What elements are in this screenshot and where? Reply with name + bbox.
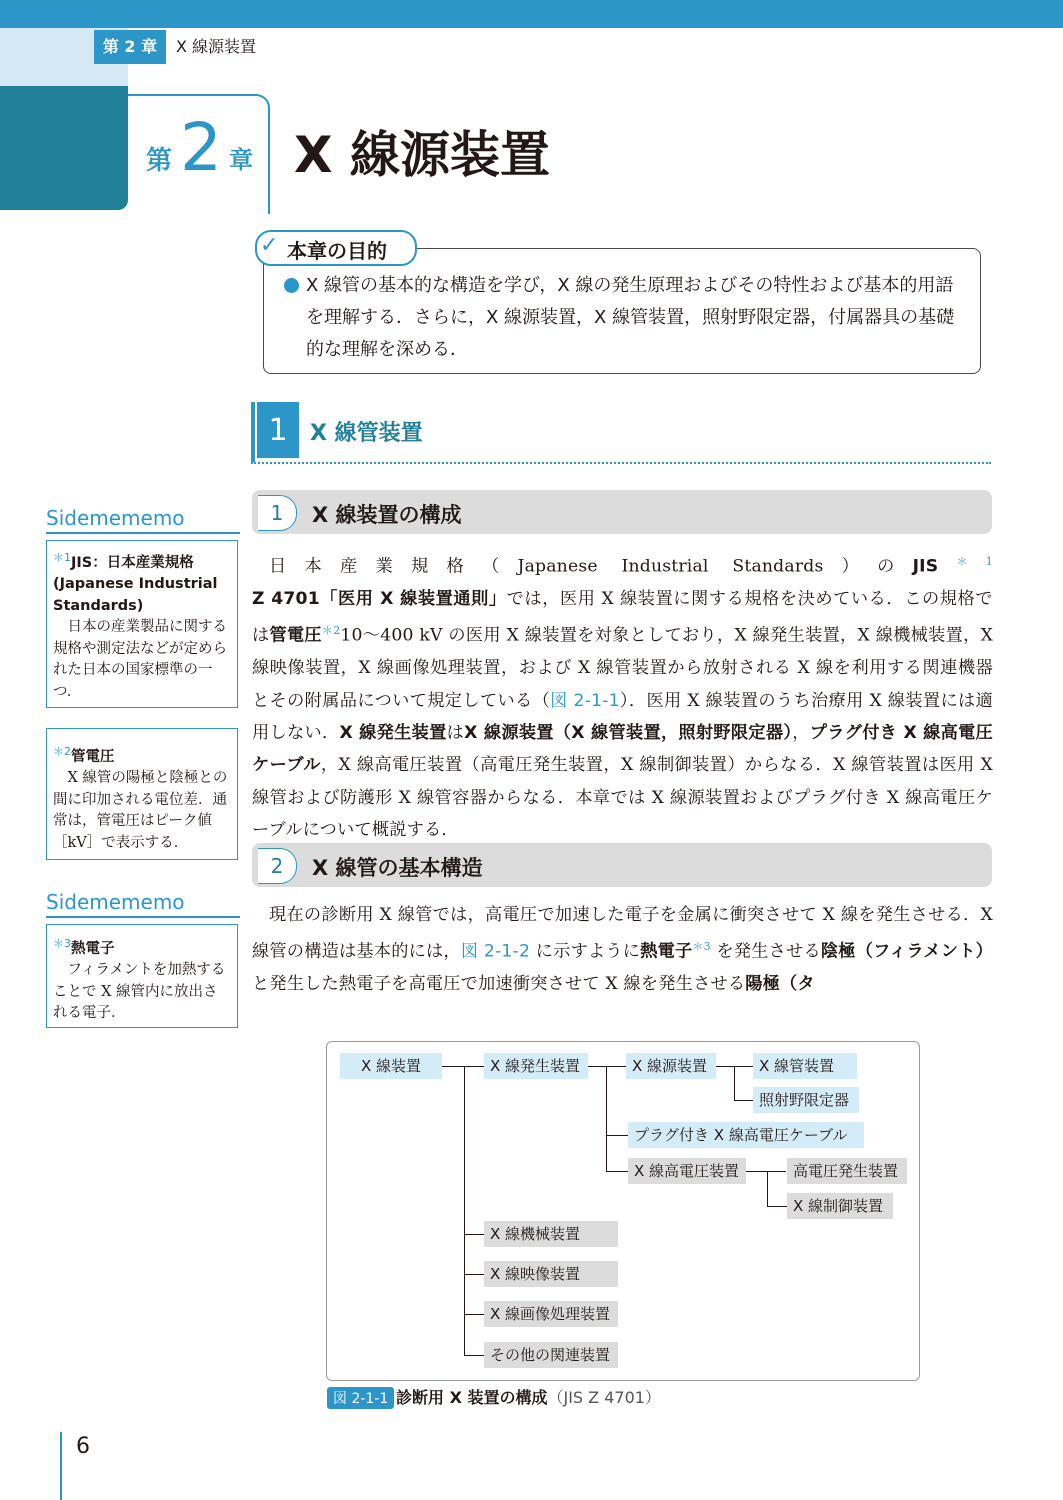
node-xray-device: X 線装置: [340, 1053, 442, 1079]
paragraph-1: 日本産業規格（Japanese Industrial Standards）の$JIS^{*1}$ Z 4701「医用 X 線装置通則」では，医用 X 線装置に関する規格を決めている．この規格では管電圧$^{*2}$10〜400 kV の医用 X 線装置を対象としており，X 線発生装置，X 線機械装置，X 線映像装置，X 線画像処理装置，および X 線管装置から放射される X 線を利用する関連機器とその附属品について規定している（図 2-1-1）．医用 X 線装置のうち治療用 X 線装置には適用しない．X 線発生装置はX 線源装置（X 線管装置，照射野限定器），プラグ付き X 線高電圧ケーブル，X 線高電圧装置（高電圧発生装置，X 線制御装置）からなる．X 線管装置は医用 X 線管および防護形 X 線管容器からなる．本章では X 線源装置およびプラグ付き X 線高電圧ケーブルについて概説する．: [252, 555, 994, 840]
connector: [588, 1066, 628, 1067]
subsection-number-1: 1: [258, 495, 297, 531]
objective-label: 本章の目的: [287, 239, 387, 263]
figure-caption-number: 図 2-1-1: [327, 1387, 394, 1409]
connector: [734, 1066, 735, 1100]
figure-link-2-1-1[interactable]: 図 2-1-1: [550, 690, 620, 711]
node-processing: X 線画像処理装置: [484, 1301, 618, 1327]
chapter-tab-title: X 線源装置: [176, 37, 257, 56]
chapter-number: 2: [180, 109, 222, 186]
connector: [464, 1355, 484, 1356]
connector: [767, 1206, 787, 1207]
figure-caption: 診断用 X 装置の構成（JIS Z 4701）: [396, 1388, 661, 1407]
figure-link-2-1-2[interactable]: 図 2-1-2: [460, 942, 531, 963]
subsection-number-2: 2: [258, 848, 297, 884]
paragraph-2: 現在の診断用 X 線管では，高電圧で加速した電子を金属に衝突させて X 線を発生させる．X 線管の構造は基本的には，図 2-1-2 に示すように熱電子$^{*3}$ を発生させる陰極（フィラメント）と発生した熱電子を高電圧で加速衝突させて X 線を発生させる陽極（タ: [252, 905, 993, 995]
node-collimator: 照射野限定器: [753, 1087, 859, 1113]
section-bar: [251, 402, 255, 462]
connector: [767, 1171, 768, 1206]
node-mechanical: X 線機械装置: [484, 1221, 618, 1247]
chapter-title: X 線源装置: [294, 126, 550, 184]
connector: [464, 1314, 484, 1315]
connector: [606, 1135, 628, 1136]
sidememo-rule-2: [46, 916, 240, 918]
page-number: 6: [76, 1434, 90, 1459]
subsection-title-1: X 線装置の構成: [312, 503, 462, 527]
sidememo-heading-1: Sidemememo: [46, 506, 185, 530]
sidememo-rule-1: [46, 532, 240, 534]
node-controller: X 線制御装置: [787, 1193, 893, 1219]
page-number-rule: [60, 1432, 62, 1500]
connector: [464, 1066, 465, 1356]
node-source: X 線源装置: [626, 1053, 716, 1079]
sidememo-note-1: $^{*1}$JIS：日本産業規格 (Japanese Industrial Standards) 日本の産業製品に関する規格や測定法などが定められた日本の国家標準の一つ．: [46, 540, 238, 708]
sidememo-note-3: $^{*3}$熱電子 フィラメントを加熱することで X 線管内に放出される電子．: [46, 924, 238, 1028]
objective-text: X 線管の基本的な構造を学び，X 線の発生原理およびその特性および基本的用語を理解する．さらに，X 線源装置，X 線管装置，照射野限定器，付属器具の基礎的な理解を深める．: [306, 275, 955, 360]
node-cable: プラグ付き X 線高電圧ケーブル: [628, 1122, 864, 1148]
node-tube: X 線管装置: [753, 1053, 857, 1079]
node-other: その他の関連装置: [484, 1342, 618, 1368]
node-hv-generator: 高電圧発生装置: [787, 1158, 907, 1184]
bullet-icon: [284, 278, 299, 293]
sidememo-heading-2: Sidemememo: [46, 890, 185, 914]
section-divider: [251, 462, 991, 464]
connector: [464, 1234, 484, 1235]
chapter-dai: 第: [146, 146, 173, 176]
node-imaging: X 線映像装置: [484, 1261, 618, 1287]
node-hv-device: X 線高電圧装置: [628, 1158, 746, 1184]
connector: [716, 1066, 754, 1067]
connector: [464, 1274, 484, 1275]
section-title: X 線管装置: [310, 421, 423, 446]
sidememo-note-2: $^{*2}$管電圧 X 線管の陽極と陰極との間に印加される電位差．通常は，管電圧はピーク値［kV］で表示する．: [46, 728, 238, 860]
chapter-sho: 章: [229, 146, 253, 174]
connector: [606, 1171, 628, 1172]
section-number: 1: [257, 402, 299, 458]
subsection-title-2: X 線管の基本構造: [312, 856, 483, 880]
chapter-tab: 第 2 章: [94, 30, 166, 64]
check-icon: ✓: [260, 233, 279, 258]
node-generator: X 線発生装置: [484, 1053, 588, 1079]
connector: [734, 1100, 754, 1101]
header-bar: [0, 0, 1063, 28]
connector: [606, 1066, 607, 1172]
connector: [746, 1171, 786, 1172]
